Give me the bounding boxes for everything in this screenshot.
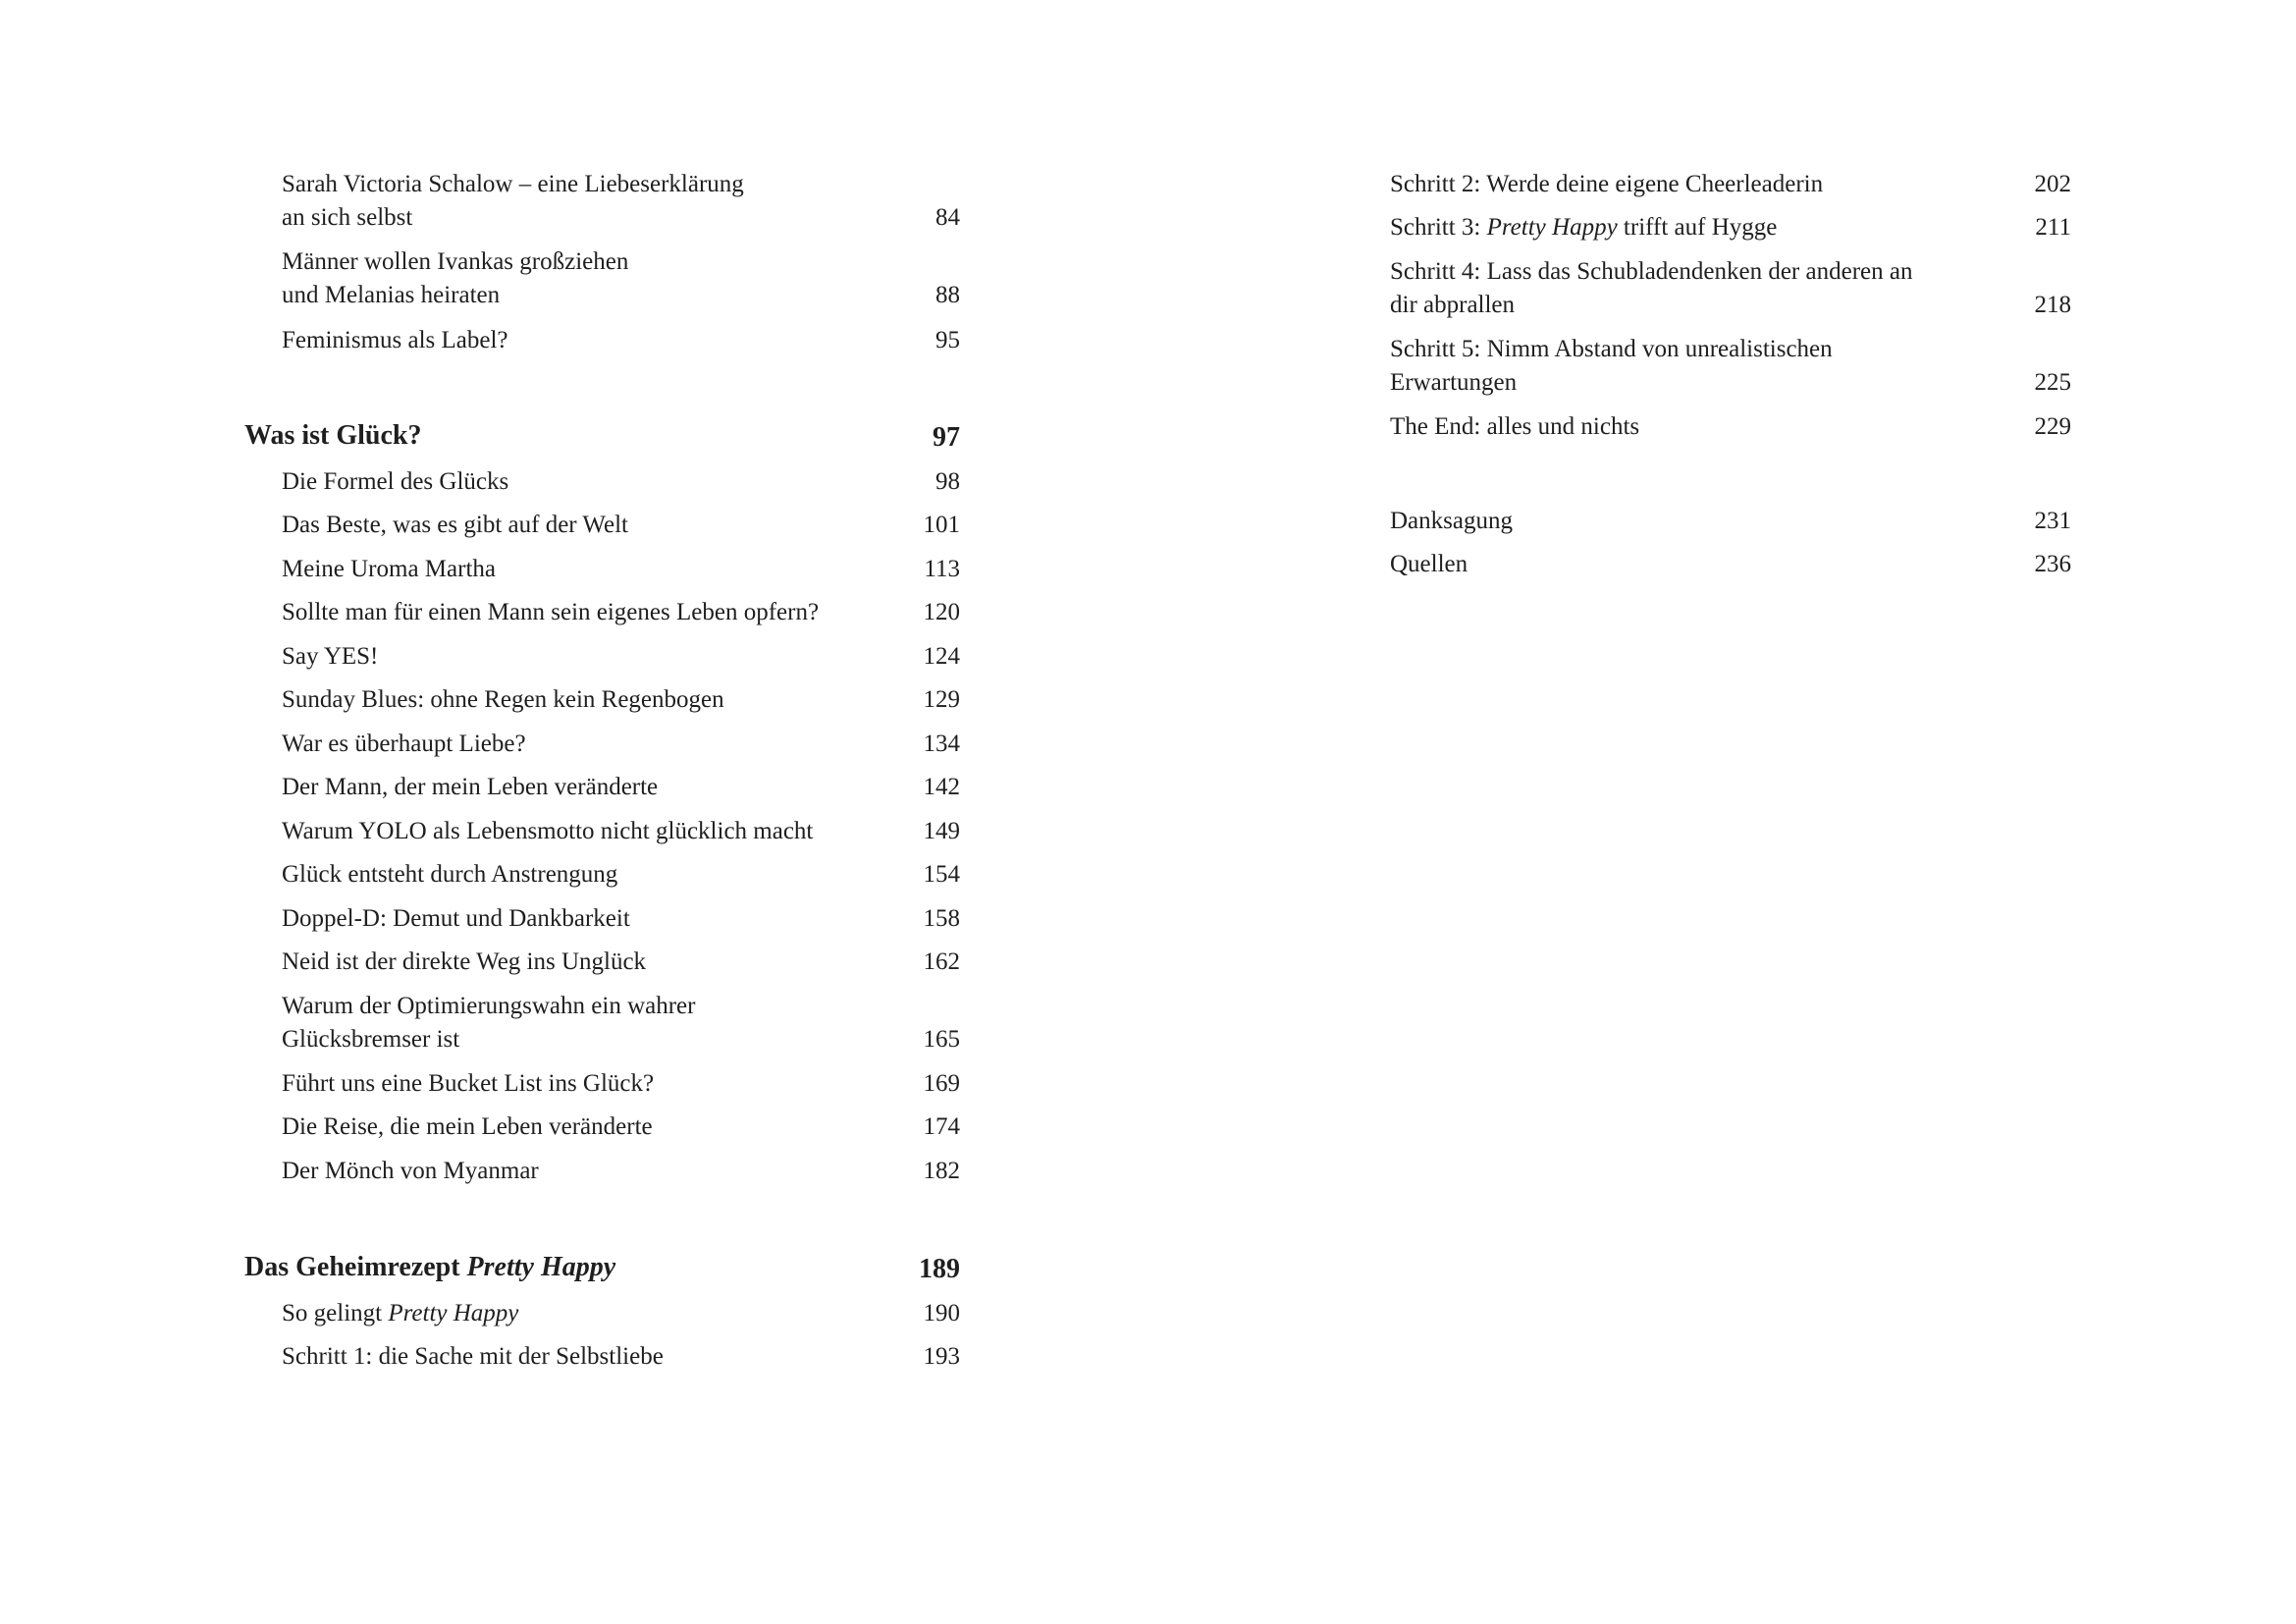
toc-entry [282,640,960,674]
toc-entry-page: 129 [923,686,960,713]
toc-entry-title-suffix: trifft auf Hygge [1617,214,1778,241]
toc-entry-title: Die Reise, die mein Leben veränderte [282,1113,653,1140]
toc-entry [282,858,960,892]
toc-entry-title-prefix: So gelingt [282,1300,389,1326]
toc-entry [282,946,960,979]
toc-entry [282,245,960,312]
toc-entry [282,1340,960,1374]
toc-entry-title [282,1297,518,1330]
toc-entry-page: 95 [935,327,960,353]
toc-entry [282,902,960,936]
toc-entry-page: 158 [923,905,960,932]
toc-section-heading [244,1251,960,1286]
toc-entry [282,1067,960,1101]
toc-entry-title: Glück entsteht durch Anstrengung [282,861,618,888]
toc-entry [282,168,960,235]
toc-entry-title: Say YES! [282,643,379,670]
toc-entry [1390,255,2071,322]
toc-entry [1390,168,2071,201]
toc-entry-back-matter [1390,548,2071,581]
toc-section-title-prefix: Das Geheimrezept [244,1252,467,1282]
toc-entry-title: Neid ist der direkte Weg ins Unglück [282,948,647,975]
toc-entry-page: 134 [923,731,960,757]
toc-entry-title: Die Formel des Glücks [282,468,509,495]
toc-entry-title: Das Beste, was es gibt auf der Welt [282,512,628,538]
toc-entry-title: Doppel-D: Demut und Dankbarkeit [282,905,630,932]
toc-entry-title: The End: alles und nichts [1390,413,1640,440]
toc-entry [282,509,960,542]
toc-entry [282,465,960,499]
toc-entry-page: 142 [923,774,960,800]
toc-entry [1390,211,2071,244]
toc-entry [282,771,960,804]
toc-entry-title: Warum YOLO als Lebensmotto nicht glücklich macht [282,818,814,844]
toc-entry-title: Schritt 2: Werde deine eigene Cheerleaderin [1390,171,1824,197]
toc-entry-page: 174 [923,1113,960,1140]
toc-entry-title: Sarah Victoria Schalow – eine Liebeserklärung an sich selbst [282,171,744,231]
toc-section-title-italic: Pretty Happy [466,1252,616,1282]
toc-entry [282,1297,960,1330]
toc-entry-title: Feminismus als Label? [282,327,508,353]
toc-entry-page: 120 [923,599,960,625]
toc-entry-page: 190 [923,1300,960,1326]
toc-entry-page: 225 [2034,369,2071,396]
toc-section-title [244,1251,615,1284]
toc-entry-back-matter [1390,505,2071,538]
toc-entry-title-italic: Pretty Happy [388,1300,519,1326]
toc-entry-title-prefix: Schritt 3: [1390,214,1487,241]
toc-entry-page: 98 [935,468,960,495]
toc-entry-page: 113 [924,556,960,582]
toc-entry [282,1155,960,1188]
toc-entry-title: War es überhaupt Liebe? [282,731,526,757]
toc-entry [1390,410,2071,444]
toc-section-title: Was ist Glück? [244,420,422,451]
toc-entry-page: 218 [2034,292,2071,318]
toc-entry-page: 149 [923,818,960,844]
toc-entry-title: Quellen [1390,551,1468,577]
toc-entry-title-italic: Pretty Happy [1486,214,1618,241]
toc-entry-title: Danksagung [1390,508,1513,534]
toc-entry-page: 162 [923,948,960,975]
toc-entry [282,1110,960,1144]
toc-entry [282,553,960,586]
toc-section-heading [244,419,960,455]
toc-entry-title: Der Mann, der mein Leben veränderte [282,774,659,800]
toc-entry [282,683,960,717]
toc-section-page: 97 [933,422,960,453]
toc-entry-page: 124 [923,643,960,670]
toc-entry-title: Meine Uroma Martha [282,556,496,582]
toc-entry-page: 101 [923,512,960,538]
toc-entry-page: 202 [2034,171,2071,197]
toc-entry-page: 165 [923,1026,960,1053]
toc-entry-title: Sunday Blues: ohne Regen kein Regenbogen [282,686,724,713]
toc-entry-page: 231 [2034,508,2071,534]
toc-entry-page: 182 [923,1158,960,1184]
toc-entry-title: Schritt 5: Nimm Abstand von unrealistischen Erwartungen [1390,336,1833,396]
toc-entry-title: Schritt 1: die Sache mit der Selbstliebe [282,1343,664,1370]
toc-entry [282,815,960,848]
toc-entry [282,596,960,629]
toc-entry-page: 154 [923,861,960,888]
toc-entry [282,728,960,761]
toc-entry-page: 169 [923,1070,960,1097]
toc-entry-page: 193 [923,1343,960,1370]
toc-entry-page: 211 [2035,214,2071,241]
toc-entry-title [1390,211,1777,244]
toc-section-page: 189 [919,1254,960,1284]
toc-entry-title: Schritt 4: Lass das Schubladendenken der anderen an dir abprallen [1390,258,1913,318]
toc-entry-page: 236 [2034,551,2071,577]
toc-entry-title: Der Mönch von Myanmar [282,1158,539,1184]
toc-entry [1390,333,2071,400]
toc-entry-title: Warum der Optimierungswahn ein wahrer Glücksbremser ist [282,993,696,1053]
toc-entry [282,990,960,1056]
toc-entry-page: 88 [935,282,960,308]
toc-entry-page: 84 [935,204,960,231]
toc-entry-page: 229 [2034,413,2071,440]
toc-entry-title: Sollte man für einen Mann sein eigenes Leben opfern? [282,599,820,625]
toc-entry-title: Männer wollen Ivankas großziehen und Melanias heiraten [282,248,629,308]
toc-entry-title: Führt uns eine Bucket List ins Glück? [282,1070,655,1097]
toc-entry [282,324,960,357]
